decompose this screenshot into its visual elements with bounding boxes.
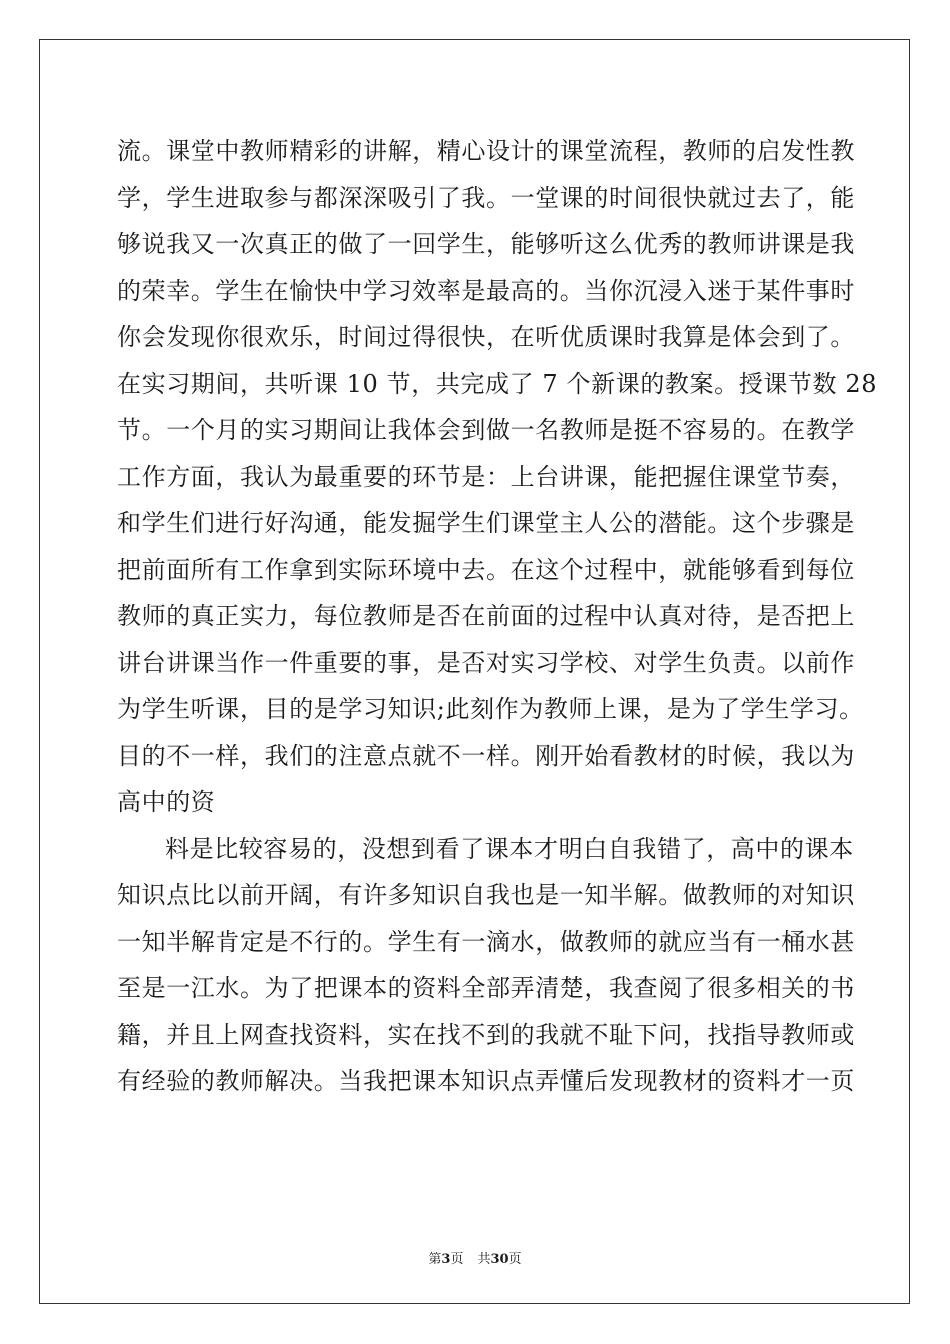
text-line-21: 有经验的教师解决。当我把课本知识点弄懂后发现教材的资料才一页 xyxy=(117,1067,855,1095)
text-line-13: 为学生听课，目的是学习知识;此刻作为教师上课，是为了学生学习。 xyxy=(117,695,864,723)
text-line-6: 在实习期间，共听课 10 节，共完成了 7 个新课的教案。授课节数 28 xyxy=(117,369,878,398)
text-line-1: 流。课堂中教师精彩的讲解，精心设计的课堂流程，教师的启发性教 xyxy=(117,137,855,165)
page-footer xyxy=(0,1248,950,1267)
page-number: 3 xyxy=(441,1252,451,1267)
page-prefix: 第 xyxy=(428,1252,442,1267)
text-line-20: 籍，并且上网查找资料，实在找不到的我就不耻下问，找指导教师或 xyxy=(117,1020,855,1049)
text-line-18: 一知半解肯定是不行的。学生有一滴水，做教师的就应当有一桶水甚 xyxy=(117,927,855,956)
total-prefix: 共 xyxy=(477,1252,491,1267)
text-line-15: 高中的资 xyxy=(117,788,216,816)
text-line-4: 的荣幸。学生在愉快中学习效率是最高的。当你沉浸入迷于某件事时 xyxy=(117,276,855,305)
text-line-17: 知识点比以前开阔，有许多知识自我也是一知半解。做教师的对知识 xyxy=(117,881,855,909)
paragraph-start-line: 料是比较容易的，没想到看了课本才明白自我错了，高中的课本 xyxy=(165,834,854,863)
text-line-14: 目的不一样，我们的注意点就不一样。刚开始看教材的时候，我以为 xyxy=(117,741,855,770)
page-suffix: 页 xyxy=(450,1252,464,1267)
text-line-2: 学，学生进取参与都深深吸引了我。一堂课的时间很快就过去了，能 xyxy=(117,183,855,212)
text-line-8: 工作方面，我认为最重要的环节是：上台讲课，能把握住课堂节奏， xyxy=(117,462,855,491)
text-line-19: 至是一江水。为了把课本的资料全部弄清楚，我查阅了很多相关的书 xyxy=(117,974,855,1002)
text-line-7: 节。一个月的实习期间让我体会到做一名教师是挺不容易的。在教学 xyxy=(117,416,855,444)
text-line-3: 够说我又一次真正的做了一回学生，能够听这么优秀的教师讲课是我 xyxy=(117,230,855,258)
total-pages: 30 xyxy=(490,1252,509,1267)
text-line-11: 教师的真正实力，每位教师是否在前面的过程中认真对待，是否把上 xyxy=(117,602,855,630)
text-line-5: 你会发现你很欢乐，时间过得很快，在听优质课时我算是体会到了。 xyxy=(117,323,855,351)
text-line-9: 和学生们进行好沟通，能发掘学生们课堂主人公的潜能。这个步骤是 xyxy=(117,509,855,537)
text-line-12: 讲台讲课当作一件重要的事，是否对实习学校、对学生负责。以前作 xyxy=(117,648,855,677)
document-body xyxy=(117,128,878,1105)
total-suffix: 页 xyxy=(508,1252,522,1267)
text-line-10: 把前面所有工作拿到实际环境中去。在这个过程中，就能够看到每位 xyxy=(117,555,855,584)
